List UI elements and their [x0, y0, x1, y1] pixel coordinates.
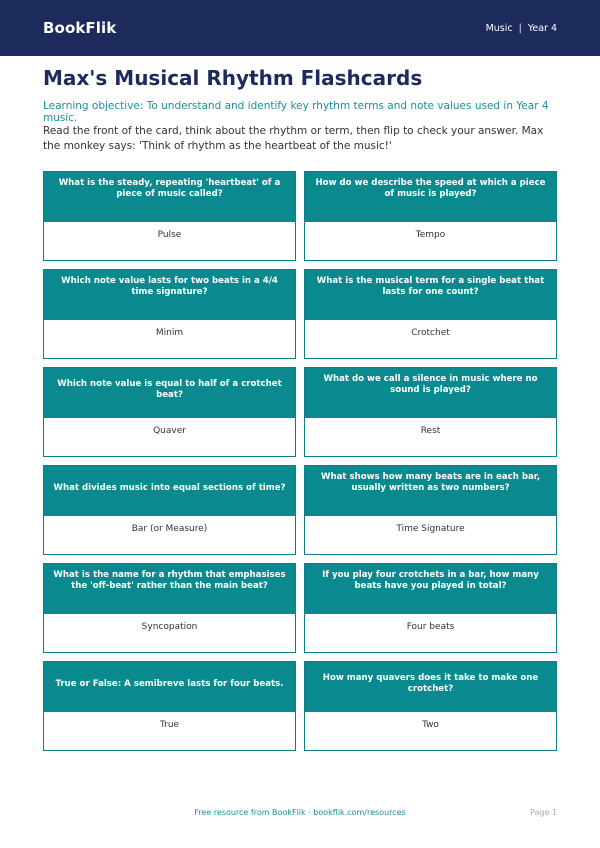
flashcard[interactable] [304, 465, 557, 555]
card-question: If you play four crotchets in a bar, how many beats have you played in total? [305, 564, 556, 614]
card-question: Which note value is equal to half of a crotchet beat? [44, 368, 295, 418]
card-question: Which note value lasts for two beats in a 4/4 time signature? [44, 270, 295, 320]
brand-logo[interactable]: BookFlik [43, 19, 117, 37]
card-question: What is the musical term for a single beat that lasts for one count? [305, 270, 556, 320]
flashcard[interactable] [43, 171, 296, 261]
card-answer: Syncopation [44, 614, 295, 652]
flashcard[interactable] [43, 269, 296, 359]
card-question: What do we call a silence in music where no sound is played? [305, 368, 556, 418]
flashcard[interactable] [304, 269, 557, 359]
card-answer: Minim [44, 320, 295, 358]
card-answer: Time Signature [305, 516, 556, 554]
header-bar [0, 0, 600, 56]
card-answer: Pulse [44, 222, 295, 260]
flashcard[interactable] [304, 367, 557, 457]
card-answer: Crotchet [305, 320, 556, 358]
flashcard[interactable] [43, 563, 296, 653]
subject-label: Music [485, 22, 513, 34]
card-answer: Four beats [305, 614, 556, 652]
flashcard[interactable] [304, 563, 557, 653]
flashcard[interactable] [304, 171, 557, 261]
flashcard[interactable] [43, 367, 296, 457]
card-answer: True [44, 712, 295, 750]
footer-link[interactable]: Free resource from BookFlik · bookflik.com/resources [194, 808, 406, 817]
card-answer: Quaver [44, 418, 295, 456]
card-answer: Tempo [305, 222, 556, 260]
card-question: True or False: A semibreve lasts for four beats. [44, 662, 295, 712]
flashcard[interactable] [304, 661, 557, 751]
meta-separator: | [518, 22, 522, 34]
card-question: What shows how many beats are in each bar, usually written as two numbers? [305, 466, 556, 516]
card-answer: Bar (or Measure) [44, 516, 295, 554]
card-question: What is the steady, repeating 'heartbeat' of a piece of music called? [44, 172, 295, 222]
intro-text: Read the front of the card, think about the rhythm or term, then flip to check your answer. Max the monkey says: 'Think of rhythm as the heartbeat of the music!' [43, 125, 544, 152]
header-meta [486, 23, 557, 34]
flashcard-grid [43, 171, 557, 751]
learning-objective: Learning objective: To understand and identify key rhythm terms and note values used in Year 4 music. [43, 100, 549, 124]
card-answer: Rest [305, 418, 556, 456]
card-question: What is the name for a rhythm that emphasises the 'off-beat' rather than the main beat? [44, 564, 295, 614]
card-question: What divides music into equal sections of time? [44, 466, 295, 516]
page-number: Page 1 [530, 808, 557, 817]
page-title: Max's Musical Rhythm Flashcards [43, 66, 423, 90]
card-question: How many quavers does it take to make one crotchet? [305, 662, 556, 712]
card-answer: Two [305, 712, 556, 750]
flashcard[interactable] [43, 465, 296, 555]
flashcard[interactable] [43, 661, 296, 751]
card-question: How do we describe the speed at which a piece of music is played? [305, 172, 556, 222]
year-label: Year 4 [527, 22, 557, 34]
